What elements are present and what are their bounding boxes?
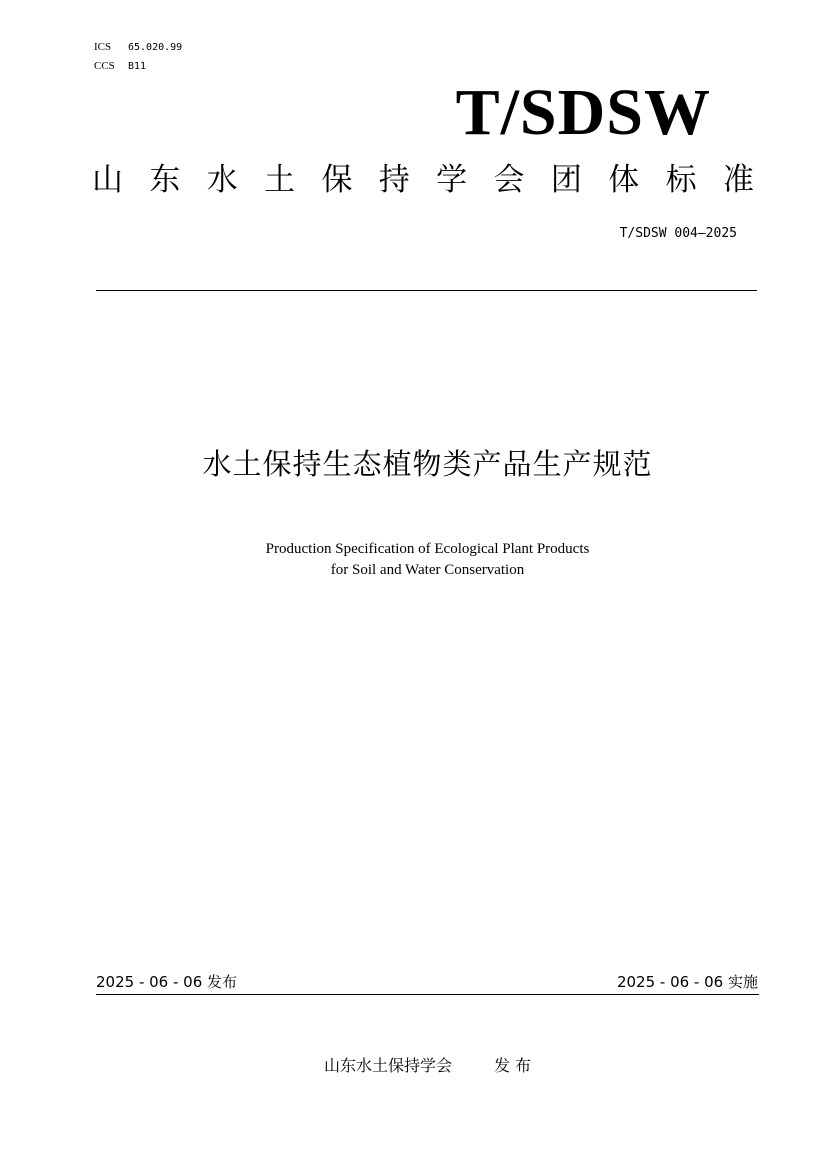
org-title-char: 体	[608, 162, 640, 198]
publisher-line	[0, 1053, 815, 1076]
publish-date: 2025 - 06 - 06	[96, 973, 203, 991]
ccs-label: CCS	[94, 60, 115, 72]
organization-standard-title	[92, 160, 754, 200]
classification-codes	[94, 38, 182, 76]
document-title-cn: 水土保持生态植物类产品生产规范	[202, 447, 653, 481]
document-title-en	[0, 539, 815, 581]
implement-date: 2025 - 06 - 06	[616, 973, 724, 991]
org-title-char: 会	[493, 162, 525, 198]
publisher-action: 发 布	[493, 1056, 532, 1075]
org-title-char: 标	[665, 162, 697, 198]
implement-date-row	[617, 971, 758, 992]
publish-label: 发布	[207, 973, 238, 991]
standard-logo: T/SDSW	[455, 76, 711, 149]
org-title-char: 保	[321, 162, 353, 198]
ccs-row	[94, 57, 182, 76]
org-title-char: 山	[92, 162, 123, 198]
standard-number: T/SDSW 004—2025	[619, 226, 737, 241]
org-title-char: 准	[722, 162, 754, 198]
org-title-char: 东	[149, 162, 181, 198]
publish-date-row	[96, 971, 237, 992]
implement-label: 实施	[727, 973, 758, 991]
title-en-line: Production Specification of Ecological Plant Products	[265, 541, 590, 557]
org-title-char: 持	[378, 162, 410, 198]
org-title-char: 学	[436, 162, 468, 198]
title-en-line: for Soil and Water Conservation	[330, 562, 525, 578]
ics-label: ICS	[94, 41, 112, 53]
ics-row	[94, 38, 182, 57]
header-divider	[96, 290, 757, 291]
ics-value: 65.020.99	[128, 42, 183, 53]
org-title-char: 水	[206, 162, 238, 198]
org-title-char: 土	[264, 162, 296, 198]
footer-divider	[96, 994, 759, 995]
ccs-value: B11	[128, 61, 147, 72]
org-title-char: 团	[550, 162, 582, 198]
publisher-name: 山东水土保持学会	[323, 1056, 452, 1075]
